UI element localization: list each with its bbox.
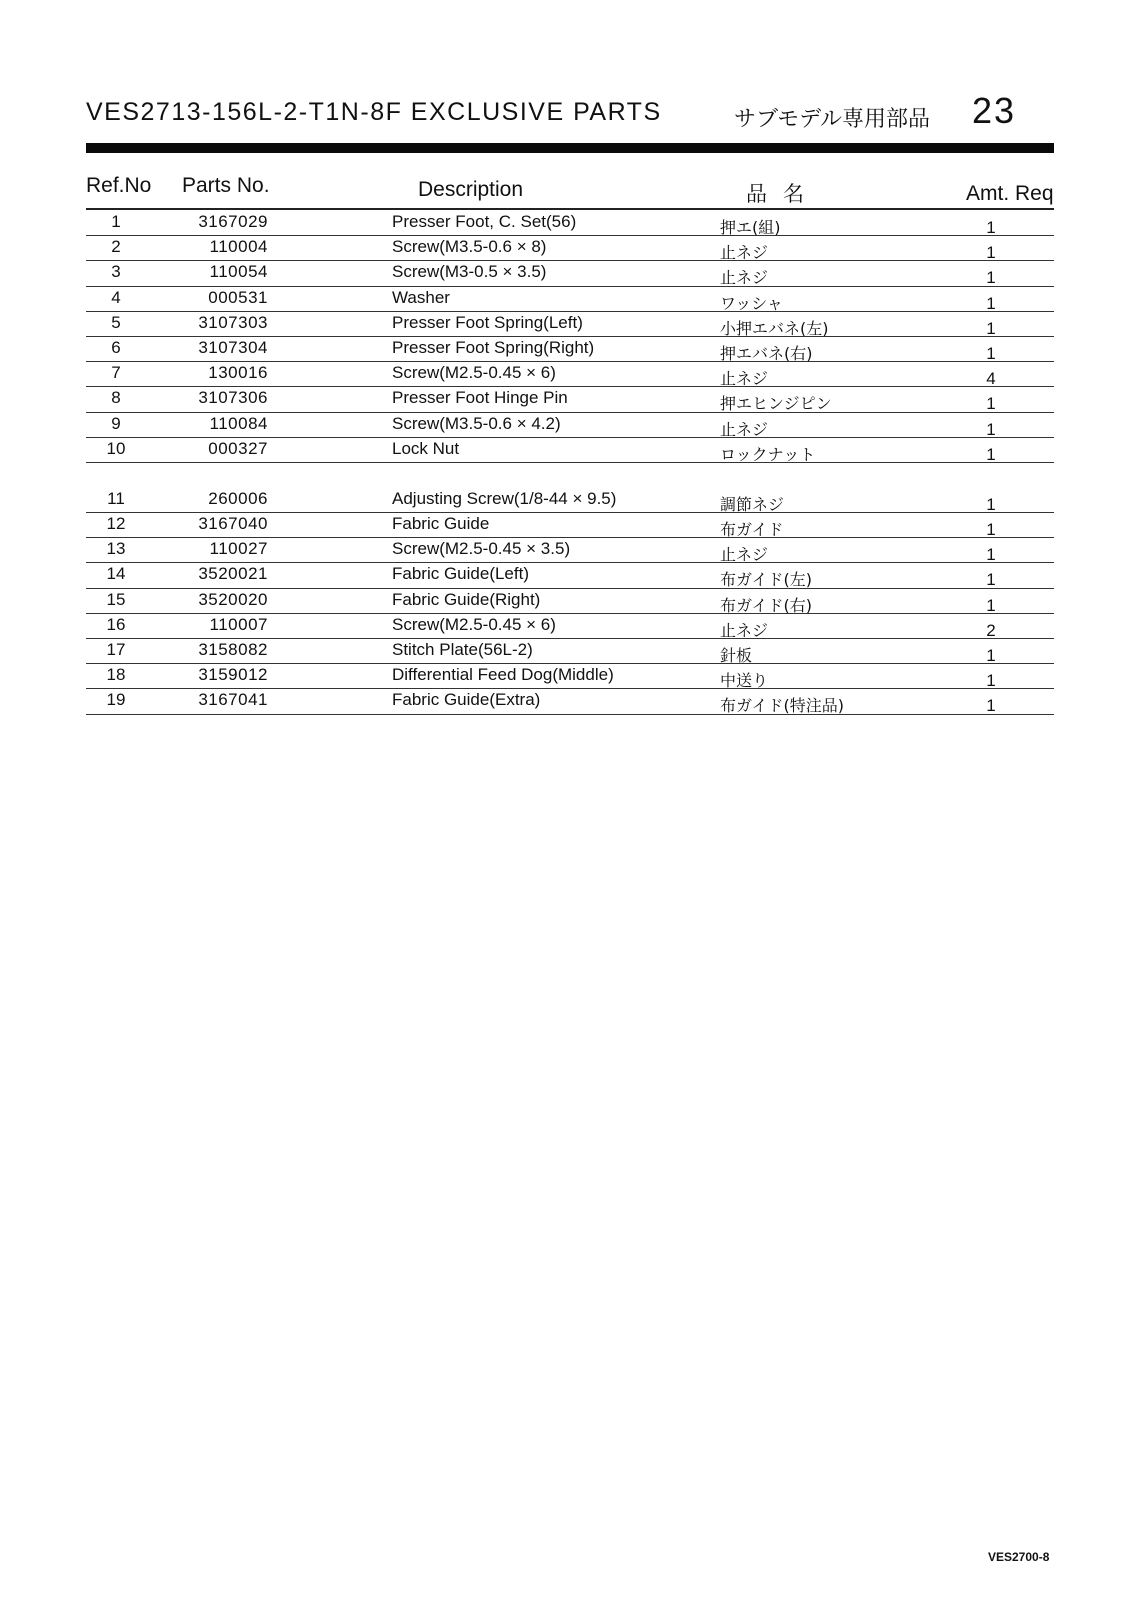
description-cell: Presser Foot Hinge Pin [392,388,568,408]
description-cell: Screw(M3.5-0.6 × 8) [392,237,547,257]
parts-no-cell: 3167029 [198,212,268,231]
column-header-name-jp: 品名 [746,182,820,206]
table-row [86,211,1054,236]
table-row [86,563,1054,588]
name-jp-cell: ロックナット [720,444,816,464]
page-header [86,90,1046,140]
description-cell: Differential Feed Dog(Middle) [392,665,614,685]
description-cell: Fabric Guide(Right) [392,589,541,609]
ref-no-cell: 7 [111,363,121,383]
table-row [86,287,1054,312]
column-header-amount: Amt. Req [966,182,1054,205]
parts-no-cell: 3520021 [198,564,268,584]
amount-cell: 1 [986,268,996,288]
description-cell: Fabric Guide [392,514,490,534]
name-jp-cell: 止ネジ [720,369,769,389]
parts-no-cell: 3107303 [198,312,268,332]
name-jp-cell: 布ガイド [720,520,784,540]
page-title: VES2713-156L-2-T1N-8F EXCLUSIVE PARTS [86,98,662,126]
table-row [86,261,1054,286]
amount-cell: 1 [986,520,996,540]
table-row [86,438,1054,463]
description-cell: Screw(M3.5-0.6 × 4.2) [392,413,561,433]
description-cell: Fabric Guide(Extra) [392,690,541,710]
parts-no-cell: 000531 [208,287,268,307]
ref-no-cell: 1 [111,212,121,231]
name-jp-cell: 止ネジ [720,620,769,640]
amount-cell: 1 [986,343,996,363]
table-row [86,689,1054,714]
description-cell: Screw(M2.5-0.45 × 6) [392,363,556,383]
amount-cell: 1 [986,218,996,237]
parts-no-cell: 110054 [209,262,268,282]
name-jp-cell: 針板 [720,646,753,665]
parts-no-cell: 130016 [208,363,268,383]
table-row [86,413,1054,438]
footer-code: VES2700-8 [988,1550,1050,1564]
parts-no-cell: 3107306 [198,388,268,408]
name-jp-cell: 布ガイド(特注品) [720,696,845,716]
ref-no-cell: 19 [106,690,126,710]
table-row [86,236,1054,261]
header-divider [86,208,1054,210]
table-row [86,513,1054,538]
name-jp-cell: 小押エバネ(左) [720,318,829,338]
table-row [86,538,1054,563]
name-jp-cell: 布ガイド(右) [720,595,813,615]
description-cell: Presser Foot, C. Set(56) [392,212,577,231]
amount-cell: 1 [986,243,996,263]
description-cell: Stitch Plate(56L-2) [392,640,533,659]
name-jp-cell: 押エヒンジピン [720,394,832,414]
name-jp-cell: 布ガイド(左) [720,570,813,590]
table-row [86,639,1054,664]
table-row [86,312,1054,337]
amount-cell: 2 [986,620,996,640]
parts-no-cell: 110007 [209,614,268,634]
parts-no-cell: 260006 [208,488,268,508]
amount-cell: 1 [986,671,996,691]
ref-no-cell: 10 [106,438,126,458]
name-jp-cell: 中送り [720,671,769,691]
ref-no-cell: 17 [106,640,126,659]
amount-cell: 1 [986,444,996,464]
parts-no-cell: 110084 [209,413,268,433]
table-row [86,664,1054,689]
description-cell: Adjusting Screw(1/8-44 × 9.5) [392,488,617,508]
ref-no-cell: 14 [106,564,126,584]
parts-no-cell: 3167040 [198,514,268,534]
amount-cell: 1 [986,646,996,665]
description-cell: Screw(M2.5-0.45 × 3.5) [392,539,571,559]
parts-no-cell: 000327 [208,438,268,458]
ref-no-cell: 3 [111,262,121,282]
name-jp-cell: 止ネジ [720,268,769,288]
description-cell: Washer [392,287,450,307]
parts-no-cell: 3159012 [198,665,268,685]
table-row [86,387,1054,412]
ref-no-cell: 11 [107,488,125,508]
table-row [86,362,1054,387]
table-body [86,211,1054,715]
ref-no-cell: 2 [111,237,121,257]
amount-cell: 1 [986,545,996,565]
ref-no-cell: 15 [106,589,126,609]
description-cell: Lock Nut [392,438,460,458]
parts-no-cell: 3158082 [198,640,268,659]
ref-no-cell: 9 [111,413,121,433]
amount-cell: 1 [986,318,996,338]
name-jp-cell: 調節ネジ [720,494,785,514]
amount-cell: 4 [986,369,996,389]
ref-no-cell: 6 [111,337,121,357]
ref-no-cell: 5 [111,312,121,332]
name-jp-cell: 押エ(組) [720,218,781,237]
column-header-ref-no: Ref.No [86,174,152,197]
name-jp-cell: 押エバネ(右) [720,343,813,363]
description-cell: Screw(M2.5-0.45 × 6) [392,614,556,634]
table-row [86,614,1054,639]
amount-cell: 1 [986,595,996,615]
table-row [86,589,1054,614]
ref-no-cell: 13 [106,539,126,559]
description-cell: Fabric Guide(Left) [392,564,529,584]
amount-cell: 1 [986,494,996,514]
parts-no-cell: 110004 [209,237,268,257]
ref-no-cell: 16 [106,614,126,634]
column-header-description: Description [418,178,524,201]
ref-no-cell: 18 [106,665,126,685]
parts-no-cell: 3520020 [198,589,268,609]
name-jp-cell: ワッシャ [720,293,783,313]
table-row [86,488,1054,513]
parts-no-cell: 3167041 [198,690,268,710]
page-number: 23 [972,90,1017,131]
ref-no-cell: 8 [111,388,121,408]
name-jp-cell: 止ネジ [720,419,769,439]
amount-cell: 1 [986,293,996,313]
amount-cell: 1 [986,696,996,716]
name-jp-cell: 止ネジ [720,545,769,565]
header-rule [86,143,1054,153]
parts-no-cell: 110027 [209,539,268,559]
name-jp-cell: 止ネジ [720,243,769,263]
parts-no-cell: 3107304 [198,337,268,357]
description-cell: Presser Foot Spring(Left) [392,312,583,332]
amount-cell: 1 [986,419,996,439]
page-title-jp: サブモデル専用部品 [734,107,931,132]
amount-cell: 1 [986,394,996,414]
column-header-parts-no: Parts No. [182,174,270,197]
description-cell: Presser Foot Spring(Right) [392,337,595,357]
amount-cell: 1 [986,570,996,590]
ref-no-cell: 4 [111,287,121,307]
table-row [86,337,1054,362]
description-cell: Screw(M3-0.5 × 3.5) [392,262,547,282]
ref-no-cell: 12 [106,514,126,534]
